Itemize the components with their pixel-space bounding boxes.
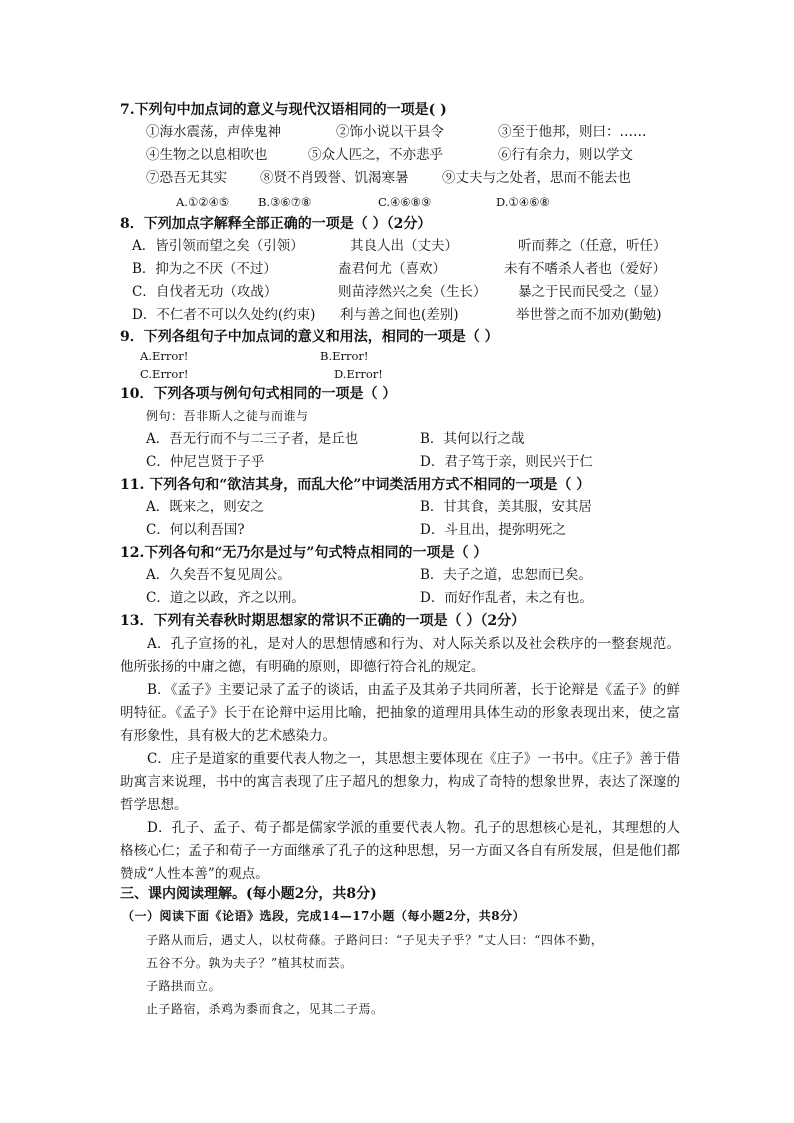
section3-subtitle: （一）阅读下面《论语》选段，完成14—17小题（每小题2分，共8分） [122, 909, 526, 923]
q13-option-a: A．孔子宣扬的礼，是对人的思想情感和行为、对人际关系以及社会秩序的一整套规范。他所张扬的中庸之德，有明确的原则，即德行符合礼的规定。 [120, 636, 680, 675]
q10-option-d: D．君子笃于亲，则民兴于仁 [420, 454, 593, 470]
q9-option-d: D.Error! [334, 367, 383, 381]
q12-stem: 12.下列各句和“无乃尔是过与”句式特点相同的一项是（ ） [120, 545, 488, 561]
q11-option-b: B．甘其食，美其服，安其居 [420, 499, 592, 515]
q12-option-c: C．道之以政，齐之以刑。 [146, 590, 305, 606]
section3-title: 三、课内阅读理解。(每小题2分，共8分) [120, 886, 377, 902]
q8-stem: 8．下列加点字解释全部正确的一项是（ ）（2分） [120, 216, 432, 232]
passage-line: 子路从而后，遇丈人，以杖荷蓧。子路问曰：“子见夫子乎？”丈人曰：“四体不勤， [146, 933, 604, 947]
q10-stem: 10．下列各项与例句句式相同的一项是（ ） [120, 386, 397, 402]
q9-stem: 9．下列各组句子中加点词的意义和用法，相同的一项是（ ） [120, 329, 499, 345]
q9-option-a: A.Error! [140, 349, 189, 363]
q11-option-d: D．斗且出，提弥明死之 [420, 522, 566, 538]
q13-stem: 13．下列有关春秋时期思想家的常识不正确的一项是（ ）（2分） [120, 613, 526, 629]
q7-item: ②饰小说以干县令 [336, 124, 444, 140]
q8-row-c-1: C．自伐者无功（攻战） [132, 284, 278, 300]
q10-example: 例句：吾非斯人之徒与而谁与 [146, 409, 309, 423]
q8-row-a-2: 其良人出（丈夫） [350, 238, 458, 254]
q7-stem: 7.下列句中加点词的意义与现代汉语相同的一项是( ) [120, 102, 447, 118]
passage-line: 止子路宿，杀鸡为黍而食之，见其二子焉。 [146, 1002, 384, 1016]
q7-item: ⑧贤不肖毁誉、饥渴寒暑 [260, 170, 409, 186]
q8-row-b-3: 未有不嗜杀人者也（爱好） [504, 261, 666, 277]
q11-stem: 11. 下列各句和“欲洁其身，而乱大伦”中词类活用方式不相同的一项是（ ） [120, 477, 591, 493]
q13-option-b: B．《孟子》主要记录了孟子的谈话，由孟子及其弟子共同所著，长于论辩是《孟子》的鲜明特征。《孟子》长于在论辩中运用比喻，把抽象的道理用具体生动的形象表现出来，使之富有形象性，具有极大的艺术感染力。 [120, 682, 680, 744]
q8-row-a-1: A．皆引领而望之矣（引领） [132, 238, 304, 254]
q8-row-d-1: D．不仁者不可以久处约(约束) [132, 307, 316, 323]
q8-row-b-2: 盍君何尤（喜欢） [338, 261, 446, 277]
q10-option-b: B．其何以行之哉 [420, 431, 525, 447]
q7-item: ⑤众人匹之，不亦悲乎 [308, 147, 443, 163]
q13-option-d: D．孔子、孟子、荀子都是儒家学派的重要代表人物。孔子的思想核心是礼，其理想的人格核心仁；孟子和荀子一方面继承了孔子的这种思想，另一方面又各自有所发展，但是他们都赞成“人性本善”的观点。 [120, 820, 680, 882]
q7-item: ③至于他邦，则曰：…… [498, 124, 647, 140]
q8-row-b-1: B．抑为之不厌（不过） [132, 261, 277, 277]
q8-row-a-3: 听而葬之（任意，听任） [518, 238, 667, 254]
q8-row-c-2: 则苗浡然兴之矣（生长） [338, 284, 487, 300]
q7-item: ⑥行有余力，则以学文 [498, 147, 633, 163]
q7-option-b: B.③⑥⑦⑧ [258, 195, 312, 209]
q9-option-b: B.Error! [320, 349, 369, 363]
q7-item: ⑦恐吾无其实 [146, 170, 227, 186]
q7-option-a: A.①②④⑤ [176, 195, 230, 209]
q10-option-c: C．仲尼岂贤于子乎 [146, 454, 265, 470]
q7-item: ⑨丈夫与之处者，思而不能去也 [442, 170, 631, 186]
passage-line: 子路拱而立。 [146, 979, 222, 993]
q11-option-a: A．既来之，则安之 [146, 499, 264, 515]
q11-option-c: C．何以利吾国? [146, 522, 245, 538]
q7-option-c: C.④⑥⑧⑨ [378, 195, 432, 209]
q12-option-a: A．久矣吾不复见周公。 [146, 567, 291, 583]
q13-option-c: C．庄子是道家的重要代表人物之一，其思想主要体现在《庄子》一书中。《庄子》善于借助寓言来说理，书中的寓言表现了庄子超凡的想象力，构成了奇特的想象世界，表达了深邃的哲学思想。 [120, 751, 680, 813]
q7-item: ④生物之以息相吹也 [146, 147, 268, 163]
passage-line: 五谷不分。孰为夫子？”植其杖而芸。 [146, 956, 353, 970]
q10-option-a: A．吾无行而不与二三子者，是丘也 [146, 431, 359, 447]
q7-item: ①海水震荡，声倖鬼神 [146, 124, 281, 140]
q9-option-c: C.Error! [140, 367, 189, 381]
q8-row-c-3: 暴之于民而民受之（显） [518, 284, 667, 300]
q7-option-d: D.①④⑥⑧ [496, 195, 550, 209]
q12-option-d: D．而好作乱者，未之有也。 [420, 590, 593, 606]
q12-option-b: B．夫子之道，忠恕而已矣。 [420, 567, 592, 583]
q8-row-d-2: 利与善之间也(差别) [340, 307, 459, 323]
q8-row-d-3: 举世誉之而不加劝(勤勉) [516, 307, 662, 323]
